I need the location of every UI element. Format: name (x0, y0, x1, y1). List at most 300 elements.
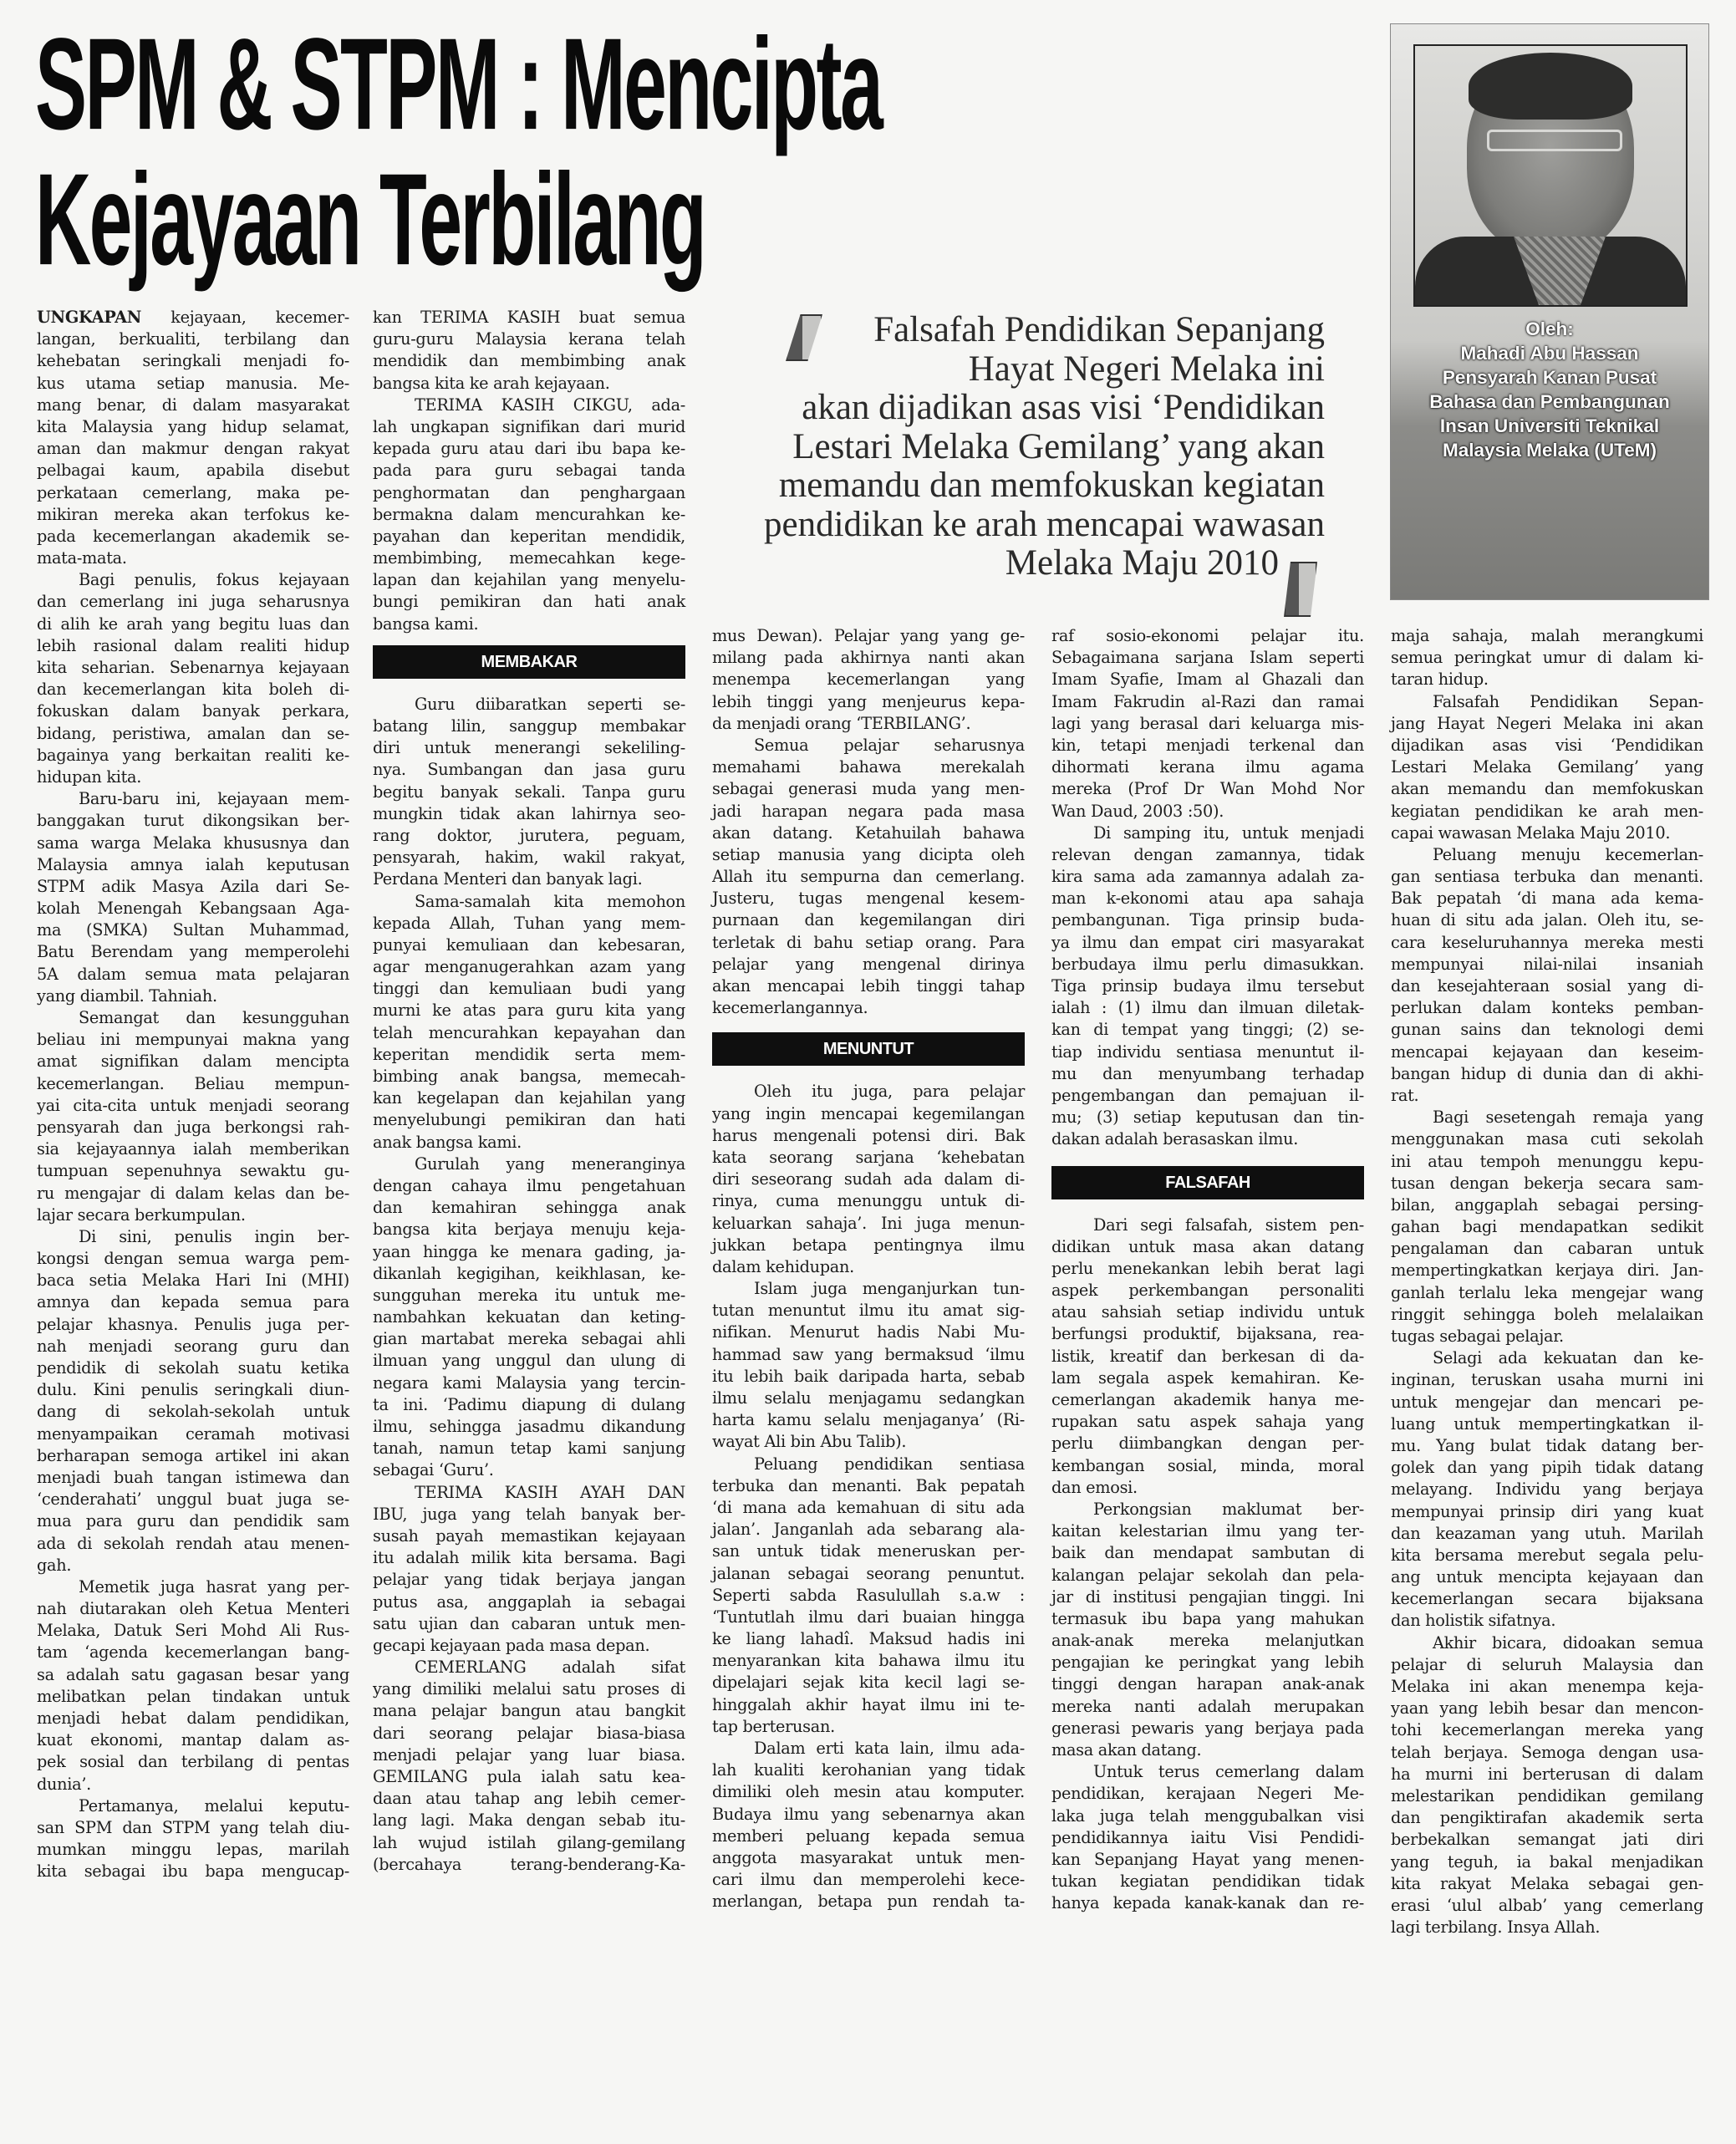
text-line: di alih ke arah yang begitu luas dan (37, 614, 349, 634)
text-line: menempa kecemerlangan yang (712, 670, 1025, 690)
text-line: lah wujud istilah gilang-gemilang (373, 1832, 685, 1852)
text-line: jar di institusi pengajian tinggi. Ini (1051, 1586, 1364, 1607)
text-line: penghormatan dan penghargaan (373, 482, 685, 502)
text-line: Seperti sabda Rasulullah s.a.w : (712, 1585, 1025, 1605)
text-line: Oleh itu juga, para pelajar (754, 1082, 1025, 1102)
text-line: susah payah memastikan kejayaan (373, 1525, 685, 1546)
text-line: payahan dan keperitan mendidik, (373, 526, 685, 546)
text-line: amnya dan kepada semua para (37, 1292, 349, 1312)
text-line: dihormati kerana ilmu agama (1051, 757, 1364, 777)
text-line: Melaka ini akan menempa keja- (1391, 1677, 1703, 1696)
text-line: gecapi kejayaan pada masa depan. (373, 1635, 650, 1655)
text-line: dan pengiktirafan akademik serta (1391, 1808, 1703, 1828)
text-line: mungkin tidak akan lahirnya seo- (373, 803, 685, 823)
text-line: ma (SMKA) Sultan Muhammad, (37, 920, 349, 940)
text-line: Melaka, Datuk Seri Mohd Ali Rus- (37, 1621, 349, 1641)
text-line: ya ilmu dan empat ciri masyarakat (1051, 932, 1364, 952)
text-line: semua peringkat umur di dalam ki- (1391, 648, 1703, 668)
text-line: baik dan mendapat sambutan di (1051, 1543, 1364, 1563)
text-line: yaan hingga ke menara gading, ja- (373, 1241, 685, 1261)
caption-line: Oleh: (1525, 318, 1574, 339)
text-line: akan memandu dan memfokuskan (1391, 779, 1703, 799)
text-line: san SPM dan STPM yang telah diu- (37, 1817, 349, 1837)
text-line: perlu diimbangkan dengan per- (1051, 1434, 1364, 1454)
text-line: perkataan cemerlang, maka pe- (37, 482, 349, 502)
text-line: cara keseluruhannya mereka mesti (1391, 932, 1703, 952)
text-line: yai cita-cita untuk menjadi seorang (37, 1095, 349, 1115)
text-line: Gurulah yang meneranginya (415, 1153, 685, 1174)
text-line: pelajar di seluruh Malaysia dan (1391, 1654, 1703, 1674)
pull-quote-line: Lestari Melaka Gemilang’ yang akan (792, 426, 1325, 466)
text-line: mata-mata. (37, 548, 127, 568)
text-line (37, 307, 349, 328)
text-line: terletak di bahu setiap orang. Para (712, 932, 1025, 952)
text-line: bimbing anak bangsa, memecah- (373, 1067, 685, 1086)
text-line: pelajar khasnya. Penulis juga per- (37, 1314, 349, 1334)
text-line: pengembangan dan pemajuan il- (1051, 1085, 1364, 1105)
text-line: gahan bagi mendapatkan sedikit (1391, 1217, 1703, 1237)
text-line: mang benar, di dalam masyarakat (37, 395, 349, 415)
text-line: lam segala aspek kemahiran. Ke- (1051, 1367, 1364, 1388)
text-line: dijadikan asas visi ‘Pendidikan (1391, 735, 1703, 755)
text-line: lebih rasional dalam realiti hidup (37, 635, 349, 655)
pull-quote (736, 311, 1325, 583)
text-line: ‘cenderahati’ unggul buat juga se- (37, 1490, 349, 1510)
text-line: wayat Ali bin Abu Talib). (712, 1432, 907, 1452)
text-line: berharapan semoga artikel ini akan (37, 1445, 349, 1465)
text-line: Bak pepatah ‘di mana ada kema- (1391, 889, 1703, 909)
text-line: aman dan makmur dengan rakyat (37, 439, 349, 459)
text-line: mendidik dan membimbing anak (373, 351, 685, 371)
text-line: itu adalah milik kita bersama. Bagi (373, 1548, 685, 1568)
text-line: yang dimiliki melalui satu proses di (373, 1679, 685, 1699)
text-line: perlu menekankan lebih berat lagi (1051, 1258, 1364, 1278)
text-line: mempunyai nilai-nilai insaniah (1391, 954, 1703, 974)
text-line: kongsi dengan semua warga pem- (37, 1249, 349, 1269)
section-heading-membakar: MEMBAKAR (373, 645, 685, 679)
text-line: amat signifikan dalam mencipta (37, 1052, 349, 1072)
text-line: ‘Tuntutlah ilmu dari buaian hingga (712, 1607, 1025, 1627)
text-line: terbuka dan menanti. Bak pepatah (712, 1475, 1025, 1495)
text-line: ke liang lahadî. Maksud hadis ini (712, 1629, 1025, 1649)
text-line: Budaya ilmu yang sebenarnya akan (712, 1804, 1025, 1824)
text-line: pelajar yang tidak berjaya jangan (373, 1570, 685, 1590)
text-line: kata seorang sarjana ‘kehebatan (712, 1147, 1025, 1167)
text-line: dulu. Kini penulis seringkali diun- (37, 1380, 349, 1400)
text-line: raf sosio-ekonomi pelajar itu. (1051, 626, 1364, 645)
text-line: ha murni ini berterusan di dalam (1391, 1764, 1703, 1784)
text-line: bungi pemikiran dan hati anak (373, 592, 685, 612)
text-line: golek dan yang pipih tidak datang (1391, 1458, 1703, 1478)
text-line: kus utama setiap manusia. Me- (37, 373, 349, 393)
text-line: listik, kreatif dan berkesan di da- (1051, 1346, 1364, 1366)
text-line: menjadi hebat dalam pendidikan, (37, 1709, 349, 1728)
text-line: putus asa, anggaplah ia sebagai (373, 1591, 685, 1612)
text-line: sa adalah satu gagasan besar yang (37, 1664, 349, 1684)
text-line: anggota masyarakat untuk men- (712, 1847, 1025, 1867)
text-line: dan holistik sifatnya. (1391, 1611, 1556, 1631)
text-line: dunia’. (37, 1774, 91, 1794)
text-line: pensyarah, hakim, wakil rakyat, (373, 848, 685, 868)
text-line: menggunakan masa cuti sekolah (1391, 1129, 1703, 1149)
text-line: Pertamanya, melalui keputu- (79, 1795, 349, 1816)
text-line: Memetik juga hasrat yang per- (79, 1576, 349, 1597)
text-line: bangsa kami. (373, 614, 479, 634)
text-line: cemerlangan akademik hanya me- (1051, 1390, 1364, 1409)
text-line: dan keazaman yang utuh. Marilah (1391, 1523, 1703, 1543)
text-line: Malaysia amnya ialah keputusan (37, 854, 349, 874)
text-line: sungguhan mereka itu untuk me- (373, 1285, 685, 1305)
text-line: mereka nanti adalah merupakan (1051, 1696, 1364, 1716)
text-line: bangsa kita berjaya menuju keja- (373, 1220, 685, 1240)
text-line: telah berjaya. Semoga dengan usa- (1391, 1742, 1703, 1762)
pull-quote-line: akan dijadikan asas visi ‘Pendidikan (802, 388, 1325, 427)
text-line: purnaan dan kegemilangan diri (712, 910, 1025, 930)
article-column-5 (1391, 625, 1703, 1938)
text-line: sebagai ‘Guru’. (373, 1460, 494, 1480)
text-line: Bagi penulis, fokus kejayaan (79, 570, 349, 590)
text-line: ang untuk mencipta kejayaan dan (1391, 1567, 1703, 1587)
text-line: dikanlah kegigihan, keikhlasan, ke- (373, 1263, 685, 1283)
text-line: hanya kepada kanak-kanak dan re- (1051, 1893, 1364, 1913)
text-line: yang ingin mencapai kegemilangan (712, 1103, 1025, 1123)
text-line: Imam Syafie, Imam al Ghazali dan (1051, 670, 1364, 690)
text-line: tanah, namun tetap kami sanjung (373, 1439, 685, 1459)
text-line: melayang. Individu yang berjaya (1391, 1479, 1703, 1500)
text-line: kita Malaysia yang hidup selamat, (37, 416, 349, 436)
text-line: san untuk tidak meneruskan per- (712, 1541, 1025, 1561)
text-line: kegiatan pendidikan ke arah men- (1391, 801, 1703, 821)
text-line: tukan kegiatan pendidikan tidak (1051, 1872, 1364, 1892)
text-line: Semangat dan kesungguhan (79, 1008, 349, 1027)
text-line: pendidikan, kerajaan Negeri Me- (1051, 1784, 1364, 1804)
author-caption (1391, 317, 1708, 462)
text-line: keluarkan sahaja’. Ini juga menun- (712, 1213, 1025, 1233)
text-line: pendidik di sekolah suatu ketika (37, 1358, 349, 1378)
text-line: dan cemerlang ini juga seharusnya (37, 592, 349, 612)
text-line: menyampaikan ceramah motivasi (37, 1423, 349, 1444)
article-column-3 (712, 625, 1025, 1913)
text-line: Peluang menuju kecemerlan- (1433, 844, 1703, 864)
text-line: sebagai generasi muda yang men- (712, 779, 1025, 799)
text-line: ilmuan yang unggul dan ulung di (373, 1351, 685, 1371)
text-line: dang di sekolah-sekolah untuk (37, 1402, 349, 1422)
text-line: kepada guru atau dari ibu bapa ke- (373, 439, 685, 459)
text-line: Perdana Menteri dan banyak lagi. (373, 869, 643, 889)
text-line: rat. (1391, 1085, 1419, 1105)
text-line: Tiga prinsip budaya ilmu tersebut (1051, 976, 1364, 996)
text-line: bangsa kita ke arah kejayaan. (373, 373, 610, 393)
text-line: yang teguh, ia bakal menjadikan (1391, 1851, 1703, 1872)
text-line: Di sini, penulis ingin ber- (79, 1226, 349, 1246)
text-line: itu lebih baik daripada harta, sebab (712, 1366, 1025, 1386)
text-line: memberi peluang kepada semua (712, 1826, 1025, 1846)
text-line: diri seseorang sudah ada dalam di- (712, 1169, 1025, 1189)
text-line: dan kesejahteraan sosial yang di- (1391, 976, 1703, 996)
text-line: memahami bahawa merekalah (712, 757, 1025, 777)
text-line: pada para guru sebagai tanda (373, 461, 685, 481)
text-line: Batu Berendam yang memperolehi (37, 942, 349, 962)
text-line: anak-anak mereka melanjutkan (1051, 1631, 1364, 1651)
text-line: lagi yang berasal dari keluarga mis- (1051, 713, 1364, 733)
text-line: murni ke atas para guru kita yang (373, 1001, 685, 1021)
text-line: ilmu selalu menjagamu sedangkan (712, 1388, 1025, 1408)
headline-line-1: SPM & STPM : Mencipta (35, 10, 882, 157)
text-line: mu. Yang bulat tidak datang ber- (1391, 1435, 1703, 1455)
text-line: kita rakyat Melaka sebagai gen- (1391, 1873, 1703, 1893)
text-line: menjadi pelajar yang luar biasa. (373, 1744, 685, 1765)
text-line: rupakan satu aspek sahaja yang (1051, 1412, 1364, 1432)
text-line: Dalam erti kata lain, ilmu ada- (754, 1739, 1025, 1758)
text-line: dakan adalah berasaskan ilmu. (1051, 1129, 1299, 1149)
text-line: nambahkan kekuatan dan keting- (373, 1307, 685, 1327)
text-line: hinggalah akhir hayat ilmu ini te- (712, 1694, 1025, 1714)
text-line: pelajar yang mengenal dirinya (712, 954, 1025, 974)
text-line: kaitan kelestarian ilmu yang ter- (1051, 1521, 1364, 1541)
text-line: harus mengenali potensi diri. Bak (712, 1125, 1025, 1145)
text-line: Falsafah Pendidikan Sepan- (1433, 691, 1703, 711)
pull-quote-line: Falsafah Pendidikan Sepanjang (873, 310, 1325, 349)
text-line: mempertingkatkan kerjaya diri. Jan- (1391, 1260, 1703, 1281)
text-line: harta kamu selalu menjaganya’ (Ri- (712, 1410, 1025, 1430)
text-line: dimiliki oleh mesin atau komputer. (712, 1782, 1025, 1802)
text-line: Baru-baru ini, kejayaan mem- (79, 789, 349, 809)
text-line: masa akan datang. (1051, 1740, 1202, 1760)
text-line: kita seharian. Sebenarnya kejayaan (37, 658, 349, 677)
text-line: kita sebagai ibu bapa mengucap- (37, 1861, 349, 1882)
text-line: gah. (37, 1555, 72, 1575)
text-line: bilan, anggaplah sebagai persing- (1391, 1194, 1703, 1215)
pull-quote-line: Melaka Maju 2010 (1005, 543, 1279, 583)
text-line: akan mencapai lebih tinggi tahap (712, 976, 1025, 996)
text-line: lebih tinggi yang menjeurus kepa- (712, 691, 1025, 711)
text-line: banggakan turut dikongsikan ber- (37, 811, 349, 831)
text-line: kalangan pelajar sekolah dan pela- (1051, 1565, 1364, 1585)
text-line: kan di tempat yang tinggi; (2) se- (1051, 1020, 1364, 1040)
text-line: pengalaman dan cabaran untuk (1391, 1239, 1703, 1259)
text-line: jang Hayat Negeri Melaka ini akan (1391, 713, 1703, 733)
text-line: bangan hidup di dunia dan di akhi- (1391, 1063, 1703, 1083)
text-line: pendidikannya iaitu Visi Pendidi- (1051, 1827, 1364, 1847)
text-line: menyarankan kita bahawa ilmu itu (712, 1651, 1025, 1671)
text-line: guru-guru Malaysia kerana telah (373, 329, 685, 349)
text-line: mu; (3) setiap keputusan dan tin- (1051, 1108, 1364, 1128)
text-line: tinggi dengan harapan anak-anak (1051, 1674, 1364, 1694)
text-line: menyelubungi pemikiran dan hati (373, 1110, 685, 1130)
text-line: berfungsi produktif, bijaksana, rea- (1051, 1324, 1364, 1344)
text-line: milang pada akhirnya nanti akan (712, 648, 1025, 668)
text-line: nah diutarakan oleh Ketua Menteri (37, 1599, 349, 1619)
text-line: setiap manusia yang dicipta oleh (712, 844, 1025, 864)
text-line: sia kejayaannya ialah memberikan (37, 1139, 349, 1159)
text-line: mencapai kejayaan dan keseim- (1391, 1041, 1703, 1062)
text-line: membimbing, memecahkan kege- (373, 548, 685, 568)
text-line: berbudaya ilmu perlu dimasukkan. (1051, 954, 1364, 974)
text-line: diri untuk menerangi sekeliling- (373, 738, 685, 758)
text-line: dalam kehidupan. (712, 1256, 854, 1276)
text-line: merlangan, betapa pun rendah ta- (712, 1892, 1025, 1912)
text-line: ‘di mana ada kemahuan di situ ada (712, 1497, 1025, 1517)
text-line: tinggi dan kemuliaan budi yang (373, 979, 685, 999)
text-line: ta ini. ‘Padimu diapung di dulang (373, 1394, 685, 1414)
text-line: tohi kecemerlangan mereka yang (1391, 1720, 1703, 1740)
text-line: jalan’. Janganlah ada sebarang ala- (712, 1520, 1025, 1540)
text-line: kecemerlangannya. (712, 998, 868, 1018)
text-line: da menjadi orang ‘TERBILANG’. (712, 713, 971, 733)
pull-quote-line: Hayat Negeri Melaka ini (968, 349, 1325, 389)
text-line: kuat ekonomi, mantap dalam as- (37, 1730, 349, 1750)
pull-quote-line: memandu dan memfokuskan kegiatan (778, 466, 1325, 505)
text-line: gunan sains dan teknologi demi (1391, 1020, 1703, 1040)
text-line: cari ilmu dan memperolehi kece- (712, 1870, 1025, 1890)
text-line: dan kecemerlangan kita boleh di- (37, 680, 349, 700)
caption-line: Malaysia Melaka (UTeM) (1443, 440, 1657, 461)
text-line: man k-ekonomi atau apa sahaja (1051, 889, 1364, 909)
caption-line: Pensyarah Kanan Pusat (1442, 367, 1657, 388)
text-line: mempunyai prinsip diri yang kuat (1391, 1501, 1703, 1521)
text-line: pada kecemerlangan akademik se- (37, 526, 349, 546)
text-line: gan sentiasa terbuka dan menanti. (1391, 867, 1703, 887)
text-line: aspek perkembangan personaliti (1051, 1281, 1364, 1301)
text-line: mu dan menyumbang terhadap (1051, 1063, 1364, 1083)
text-line: kecemerlangan secara bijaksana (1391, 1589, 1703, 1609)
text-line: relevan dengan zamannya, tidak (1051, 844, 1364, 864)
text-line: inginan, teruskan usaha murni ini (1391, 1370, 1703, 1390)
text-line: jalanan sebagai seorang penuntut. (712, 1563, 1025, 1583)
text-line: kan TERIMA KASIH buat semua (373, 308, 685, 327)
text-line: dengan cahaya ilmu pengetahuan (373, 1175, 685, 1195)
text-line: generasi pewaris yang berjaya pada (1051, 1718, 1364, 1738)
text-line: Bagi sesetengah remaja yang (1433, 1108, 1703, 1128)
text-line: mana pelajar bangun atau bangkit (373, 1701, 685, 1721)
text-line: bagainya yang berkaitan realiti ke- (37, 745, 349, 765)
caption-line: Bahasa dan Pembangunan (1429, 391, 1670, 412)
section-heading-menuntut: MENUNTUT (712, 1032, 1025, 1066)
text-line: rang doktor, jurutera, peguam, (373, 825, 685, 845)
text-line: TERIMA KASIH CIKGU, ada- (415, 395, 685, 415)
text-line: dipelajari sejak kita kecil lagi se- (712, 1673, 1025, 1693)
text-line: kecemerlangan. Beliau mempun- (37, 1073, 349, 1093)
text-line: huan di situ ada jalan. Oleh itu, se- (1391, 910, 1703, 930)
text-line: ilmu, sehingga jasadmu dikandung (373, 1417, 685, 1436)
text-line: kembangan sosial, minda, moral (1051, 1455, 1364, 1475)
text-line: Sama-samalah kita memohon (415, 891, 685, 911)
text-line: Semua pelajar seharusnya (754, 735, 1025, 755)
text-line: STPM adik Masya Azila dari Se- (37, 876, 349, 896)
text-line: Selagi ada kekuatan dan ke- (1433, 1348, 1703, 1368)
text-line: baca setia Melaka Hari Ini (MHI) (37, 1271, 349, 1291)
text-line: Di samping itu, untuk menjadi (1093, 822, 1364, 843)
author-box (1390, 23, 1709, 600)
text-line: lapan dan kejahilan yang menyelu- (373, 570, 685, 590)
text-run: kejayaan, kecemer- (141, 308, 349, 327)
text-line: pembangunan. Tiga prinsip buda- (1051, 910, 1364, 930)
text-line: kira sama ada zamannya adalah za- (1051, 867, 1364, 887)
pull-quote-line: pendidikan ke arah mencapai wawasan (764, 504, 1325, 544)
text-line: dan kemahiran sehingga anak (373, 1198, 685, 1218)
text-line: perlukan dalam konteks pemban- (1391, 998, 1703, 1018)
text-line: Sebagaimana sarjana Islam seperti (1051, 648, 1364, 668)
text-line: ringgit sehingga boleh melalaikan (1391, 1304, 1703, 1324)
text-line: capai wawasan Melaka Maju 2010. (1391, 822, 1671, 843)
text-line: laka juga telah menggubalkan visi (1051, 1805, 1364, 1826)
text-line: batang lilin, sanggup membakar (373, 716, 685, 736)
text-line: dari seorang pelajar biasa-biasa (373, 1723, 685, 1743)
text-line: kan kegelapan dan kejahilan yang (373, 1088, 685, 1108)
text-line: ru mengajar di dalam kelas dan be- (37, 1183, 349, 1203)
text-line: tiap individu sentiasa menuntut il- (1051, 1041, 1364, 1062)
text-line: kita bersama merebut segala pelu- (1391, 1545, 1703, 1565)
text-line: kin, tetapi menjadi terkenal dan (1051, 735, 1364, 755)
text-line: ada di sekolah rendah atau menen- (37, 1533, 349, 1553)
text-line: kehebatan seringkali menjadi fo- (37, 351, 349, 371)
text-line: kolah Menengah Kebangsaan Aga- (37, 899, 349, 919)
text-line: kan Sepanjang Hayat yang menen- (1051, 1849, 1364, 1869)
text-line: CEMERLANG adalah sifat (415, 1658, 685, 1678)
text-line: pek sosial dan terbilang di pentas (37, 1752, 349, 1772)
text-line: lagi terbilang. Insya Allah. (1391, 1917, 1601, 1938)
text-line: pelbagai kaum, apabila disebut (37, 461, 349, 481)
article-column-1 (37, 307, 349, 1883)
text-line: rinya, cuma menunggu untuk di- (712, 1191, 1025, 1211)
text-line: nya. Sumbangan dan jasa guru (373, 760, 685, 780)
text-line: gian martabat mereka sebagai ahli (373, 1329, 685, 1349)
author-name: Mahadi Abu Hassan (1460, 343, 1639, 364)
text-line: yaan yang lebih besar dan mencon- (1391, 1698, 1703, 1719)
text-line: pengajian ke peringkat yang lebih (1051, 1653, 1364, 1673)
text-line: ganlah terlalu leka mengejar wang (1391, 1282, 1703, 1302)
text-line: TERIMA KASIH AYAH DAN (415, 1482, 685, 1502)
text-line: Justeru, tugas mengenal kesem- (712, 889, 1025, 909)
text-line: mus Dewan). Pelajar yang yang ge- (712, 626, 1025, 645)
text-line: sama warga Melaka khususnya dan (37, 833, 349, 853)
text-line: akan datang. Ketahuilah bahawa (712, 822, 1025, 843)
text-line: punyai kemuliaan dan kebesaran, (373, 934, 685, 955)
text-line: untuk mengejar dan mencari pe- (1391, 1392, 1703, 1412)
text-line: maja sahaja, malah merangkumi (1391, 626, 1703, 645)
text-line: mikiran mereka akan terfokus ke- (37, 504, 349, 524)
text-line: dan emosi. (1051, 1477, 1138, 1497)
text-line: 5A dalam semua mata pelajaran (37, 964, 349, 984)
text-line: taran hidup. (1391, 670, 1489, 690)
text-line: tap berterusan. (712, 1716, 835, 1736)
text-line: telah mencurahkan kepayahan dan (373, 1022, 685, 1042)
text-line: nah menjadi seorang guru dan (37, 1336, 349, 1356)
text-line: Akhir bicara, didoakan semua (1433, 1632, 1703, 1653)
text-line: ini atau tempoh menunggu kepu- (1391, 1151, 1703, 1171)
text-line: Dari segi falsafah, sistem pen- (1093, 1215, 1364, 1235)
text-line: Allah itu sempurna dan cemerlang. (712, 867, 1025, 887)
text-line: IBU, juga yang telah banyak ber- (373, 1504, 685, 1524)
text-line: lah ungkapan signifikan dari murid (373, 416, 685, 436)
text-line: anak bangsa kami. (373, 1132, 522, 1152)
text-line: melibatkan pelan tindakan untuk (37, 1686, 349, 1706)
text-line: menjadi buah tangan istimewa dan (37, 1467, 349, 1487)
article-column-2 (373, 307, 685, 1876)
text-line: pensyarah dan juga berkongsi rah- (37, 1117, 349, 1137)
text-line: agar menganugerahkan azam yang (373, 957, 685, 977)
text-line: berbekalkan semangat jati diri (1391, 1830, 1703, 1850)
text-line: negara kami Malaysia yang tercin- (373, 1372, 685, 1393)
text-line: Untuk terus cemerlang dalam (1093, 1762, 1364, 1782)
text-line: mumkan minggu lepas, marilah (37, 1840, 349, 1860)
text-line: Lestari Melaka Gemilang’ yang (1391, 757, 1703, 777)
text-line: atau sahsiah setiap individu untuk (1051, 1302, 1364, 1322)
text-line: daan atau tahap ang lebih cemer- (373, 1789, 685, 1809)
lead-word: UNGKAPAN (37, 308, 142, 327)
text-line: beliau ini mempunyai makna yang (37, 1030, 349, 1050)
text-line: tugas sebagai pelajar. (1391, 1327, 1564, 1346)
